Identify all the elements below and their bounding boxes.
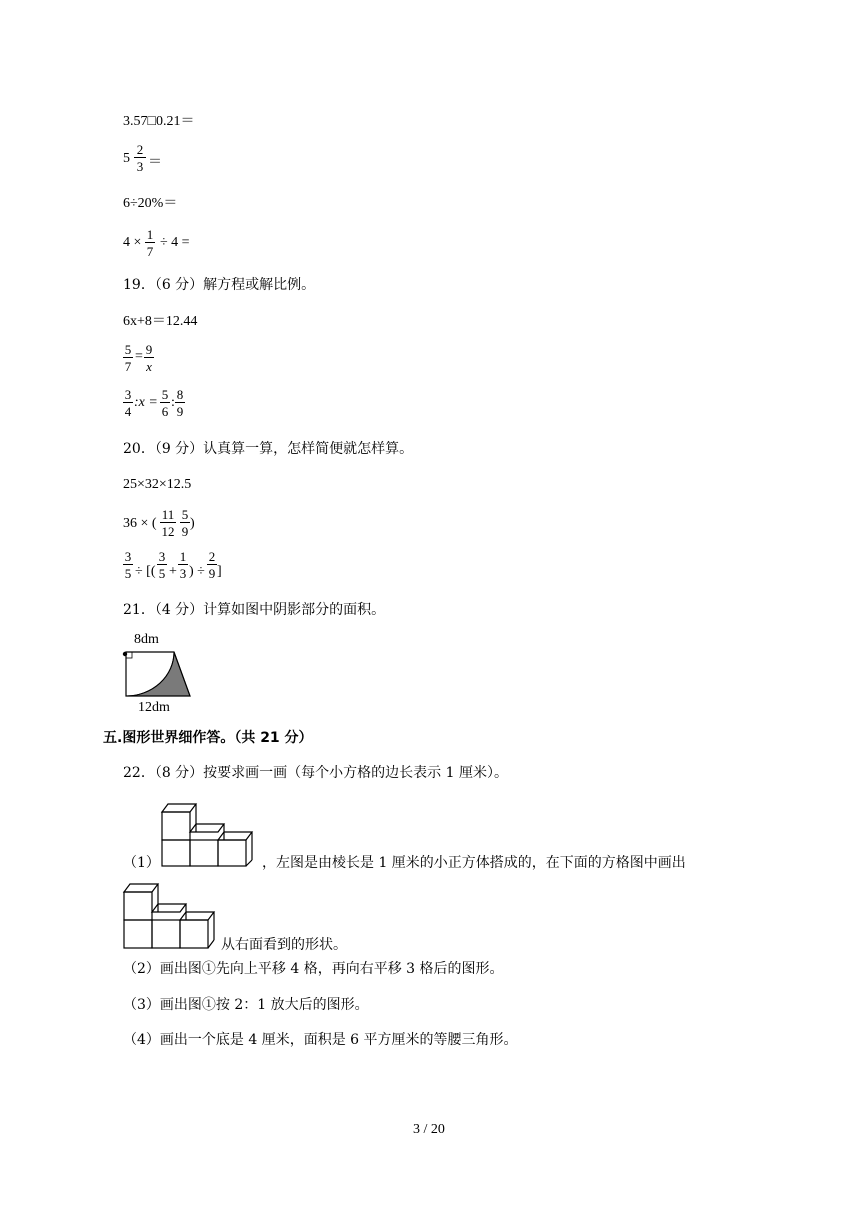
q19-eq2-right-den: x <box>146 359 152 374</box>
q20-e2-b-den: 9 <box>181 524 189 539</box>
oral-q2-num: 2 <box>134 143 146 158</box>
oral-q2-fraction <box>134 143 146 173</box>
q19-eq2-left-num: 5 <box>124 342 132 357</box>
q21-title: 21．（4 分）计算如图中阴影部分的面积。 <box>123 602 386 618</box>
q19-eq3-frac-b <box>160 388 170 418</box>
q19-eq3-colon: : <box>171 395 175 410</box>
q22-p4: （4）画出一个底是 4 厘米，面积是 6 平方厘米的等腰三角形。 <box>123 1032 518 1048</box>
oral-q4-pre: 4 × <box>123 235 142 250</box>
q20-e3-d-num: 2 <box>208 549 216 564</box>
q20-e2-post: ) <box>190 516 195 531</box>
q20-e2-pre: 36 × ( <box>123 516 157 531</box>
q19-eq3-mid: :x = <box>134 395 158 410</box>
q19-eq2-op: = <box>135 349 143 364</box>
q20-e3-c-num: 1 <box>179 549 187 564</box>
q20-e2-a-num: 11 <box>161 507 175 522</box>
q19-eq2-right-num: 9 <box>145 342 153 357</box>
q19-eq1: 6x+8＝12.44 <box>123 314 198 329</box>
q19-eq3-b-den: 6 <box>161 404 169 419</box>
q20-e2-a-den: 12 <box>161 524 175 539</box>
oral-q1: 3.57□0.21＝ <box>123 114 195 129</box>
q20-e3-frac-c <box>178 550 188 580</box>
q19-eq3-a-num: 3 <box>124 387 132 402</box>
q20-e3-div: ÷ [( <box>135 564 156 579</box>
oral-q3: 6÷20%＝ <box>123 196 178 211</box>
q20-title: 20．（9 分）认真算一算，怎样简便就怎样算。 <box>123 441 414 457</box>
q22-p2: （2）画出图①先向上平移 4 格，再向右平移 3 格后的图形。 <box>123 961 504 977</box>
q20-e3-a-num: 3 <box>124 549 132 564</box>
q21-bottom-label: 12dm <box>138 700 170 715</box>
oral-q4-fraction <box>145 228 155 258</box>
q21-shaded-figure <box>118 648 198 700</box>
q19-title: 19．（6 分）解方程或解比例。 <box>123 277 316 293</box>
cube-stack-figure-2 <box>122 880 222 950</box>
q19-eq3-b-num: 5 <box>161 387 169 402</box>
q21-top-label: 8dm <box>134 632 159 647</box>
q20-e3-close: ] <box>217 564 222 579</box>
oral-q2-eq: ＝ <box>148 155 162 170</box>
q20-e1: 25×32×12.5 <box>123 477 192 492</box>
q19-eq3-c-den: 9 <box>176 404 184 419</box>
q20-e2-frac-a <box>160 508 176 538</box>
q19-eq2-right <box>144 343 154 373</box>
q20-e3-frac-a <box>123 550 133 580</box>
q19-eq3-a-den: 4 <box>124 404 132 419</box>
q20-e3-b-num: 3 <box>158 549 166 564</box>
q22-title: 22．（8 分）按要求画一画（每个小方格的边长表示 1 厘米）。 <box>123 765 508 781</box>
oral-q4-den: 7 <box>146 244 154 259</box>
page-number: 3 / 20 <box>413 1122 445 1137</box>
q22-p1-prefix: （1） <box>123 855 160 871</box>
oral-q4-num: 1 <box>146 227 154 242</box>
oral-q4-post: ÷ 4 = <box>160 235 190 250</box>
q19-eq3-frac-a <box>123 388 133 418</box>
q22-p3: （3）画出图①按 2：1 放大后的图形。 <box>123 997 369 1013</box>
section5-title: 五.图形世界细作答。（共 21 分） <box>103 730 313 746</box>
q20-e3-a-den: 5 <box>124 566 132 581</box>
q20-e3-c-den: 3 <box>179 566 187 581</box>
cube-stack-figure-1 <box>160 800 262 868</box>
q20-e3-frac-b <box>157 550 167 580</box>
oral-q2-whole: 5 <box>123 151 130 166</box>
q19-eq3-c-num: 8 <box>176 387 184 402</box>
q20-e3-plus: + <box>169 564 177 579</box>
q19-eq3-frac-c <box>175 388 185 418</box>
q19-eq2-left-den: 7 <box>124 359 132 374</box>
q22-p1-text2: 从右面看到的形状。 <box>221 937 347 953</box>
q20-e2-b-num: 5 <box>181 507 189 522</box>
q20-e3-div2: ) ÷ <box>189 564 205 579</box>
q20-e2-frac-b <box>180 508 190 538</box>
q20-e3-b-den: 5 <box>158 566 166 581</box>
q19-eq2-left <box>123 343 133 373</box>
q20-e3-frac-d <box>207 550 217 580</box>
oral-q2-den: 3 <box>136 159 144 174</box>
q20-e3-d-den: 9 <box>208 566 216 581</box>
q22-p1-text: ，左图是由棱长是 1 厘米的小正方体搭成的，在下面的方格图中画出 <box>262 855 686 871</box>
